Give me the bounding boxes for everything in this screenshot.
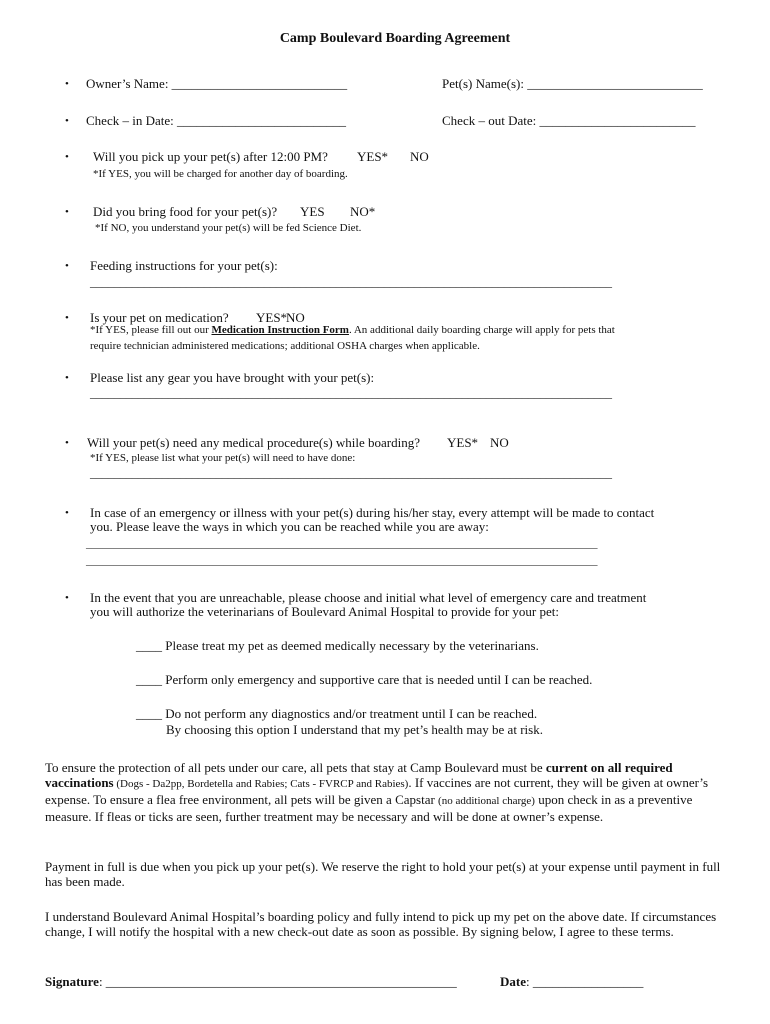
food-question: Did you bring food for your pet(s)? [93,204,278,219]
signature-row [45,974,457,990]
feeding-instructions-label: Feeding instructions for your pet(s): [90,258,278,273]
pickup-no-option[interactable]: NO [410,149,429,164]
procedure-no-option[interactable]: NO [490,435,509,450]
emergency-text-line2: you. Please leave the ways in which you can be reached while you are away: [90,519,489,534]
unreachable-text-line1: In the event that you are unreachable, please choose and initial what level of emergency care and treatment [90,590,647,605]
check-out-date-field[interactable]: Check – out Date: ________________________ [442,113,696,128]
bullet: • [65,507,69,519]
paragraph-text: To ensure the protection of all pets under our care, all pets that stay at Camp Boulevard must be [45,760,546,775]
vaccine-list: (Dogs - Da2pp, Bordetella and Rabies; Cats - FVRCP and Rabies) [113,778,409,790]
feeding-instructions-line[interactable]: _______________________________________________________________________________________ [90,275,612,289]
check-in-date-field[interactable]: Check – in Date: __________________________ [86,113,346,128]
document-title: Camp Boulevard Boarding Agreement [279,31,511,46]
bullet: • [65,260,69,272]
pickup-question: Will you pick up your pet(s) after 12:00 PM? [93,149,328,164]
food-no-option[interactable]: NO* [350,204,376,219]
medication-no-option[interactable]: NO [286,310,305,325]
bullet: • [65,592,69,604]
care-option-medically-necessary[interactable]: ____ Please treat my pet as deemed medically necessary by the veterinarians. [136,638,539,653]
medication-note-text: *If YES, please fill out our [90,324,212,336]
pickup-note: *If YES, you will be charged for another day of boarding. [93,168,348,180]
bullet: • [65,206,69,218]
food-note: *If NO, you understand your pet(s) will be fed Science Diet. [95,222,362,234]
medication-yes-option[interactable]: YES* [256,310,288,325]
procedure-note: *If YES, please list what your pet(s) will need to have done: [90,452,356,464]
signature-line[interactable]: : ______________________________________________________ [98,974,457,989]
vaccination-requirement: current on all required vaccinations [45,760,673,790]
medication-form-link[interactable]: Medication Instruction Form [211,324,349,336]
bullet: • [65,115,69,127]
bullet: • [65,312,69,324]
unreachable-text-line2: you will authorize the veterinarians of Boulevard Animal Hospital to provide for your pet: [90,604,559,619]
procedure-yes-option[interactable]: YES* [447,435,479,450]
pets-name-field[interactable]: Pet(s) Name(s): ___________________________ [442,76,703,91]
payment-paragraph: Payment in full is due when you pick up your pet(s). We reserve the right to hold your pet(s) at your expense until payment in full has been made. [45,859,721,889]
medication-question: Is your pet on medication? [90,310,229,325]
care-option-risk-note: By choosing this option I understand that my pet’s health may be at risk. [166,722,543,737]
gear-label: Please list any gear you have brought with your pet(s): [90,370,375,385]
vaccination-paragraph [45,760,725,824]
procedure-question: Will your pet(s) need any medical procedure(s) while boarding? [87,435,421,450]
signature-label: Signature [45,974,99,989]
policy-paragraph: I understand Boulevard Animal Hospital’s boarding policy and fully intend to pick up my pet on the above date. If circumstances change, I will notify the hospital with a new check-out date as soon as possible. By signing below, I agree to these terms. [45,909,717,939]
date-row [500,974,643,990]
emergency-contact-line[interactable]: _____________________________________________________________________________________________ [86,555,598,567]
care-option-emergency-only[interactable]: ____ Perform only emergency and supportive care that is needed until I can be reached. [136,672,593,687]
bullet: • [65,151,69,163]
procedure-line[interactable]: _______________________________________________________________________________________ [90,466,612,480]
paragraph-text: . If vaccines are not current, they will be given at owner’s expense. To ensure a flea free environment, all pets will be given a Capstar [45,775,709,807]
care-option-no-diagnostics[interactable]: ____ Do not perform any diagnostics and/or treatment until I can be reached. [136,706,538,721]
medication-note-line2: require technician administered medications; additional OSHA charges when applicable. [90,340,480,352]
emergency-contact-line[interactable]: _____________________________________________________________________________________________ [86,538,598,550]
food-yes-option[interactable]: YES [300,204,325,219]
owner-name-field[interactable]: Owner’s Name: ___________________________ [86,76,348,91]
paragraph-text: upon check in as a preventive measure. If fleas or ticks are seen, further treatment may be necessary and will be done at owner’s expense. [45,792,693,824]
emergency-text-line1: In case of an emergency or illness with your pet(s) during his/her stay, every attempt will be made to contact [90,505,655,520]
no-charge-note: (no additional charge) [438,795,535,807]
medication-note-text: . An additional daily boarding charge will apply for pets that [348,324,615,336]
bullet: • [65,437,69,449]
medication-note [90,324,615,336]
pickup-yes-option[interactable]: YES* [357,149,389,164]
date-label: Date [500,974,526,989]
date-line[interactable]: : _________________ [526,974,644,989]
gear-line[interactable]: _______________________________________________________________________________________ [90,386,612,400]
bullet: • [65,78,69,90]
bullet: • [65,372,69,384]
